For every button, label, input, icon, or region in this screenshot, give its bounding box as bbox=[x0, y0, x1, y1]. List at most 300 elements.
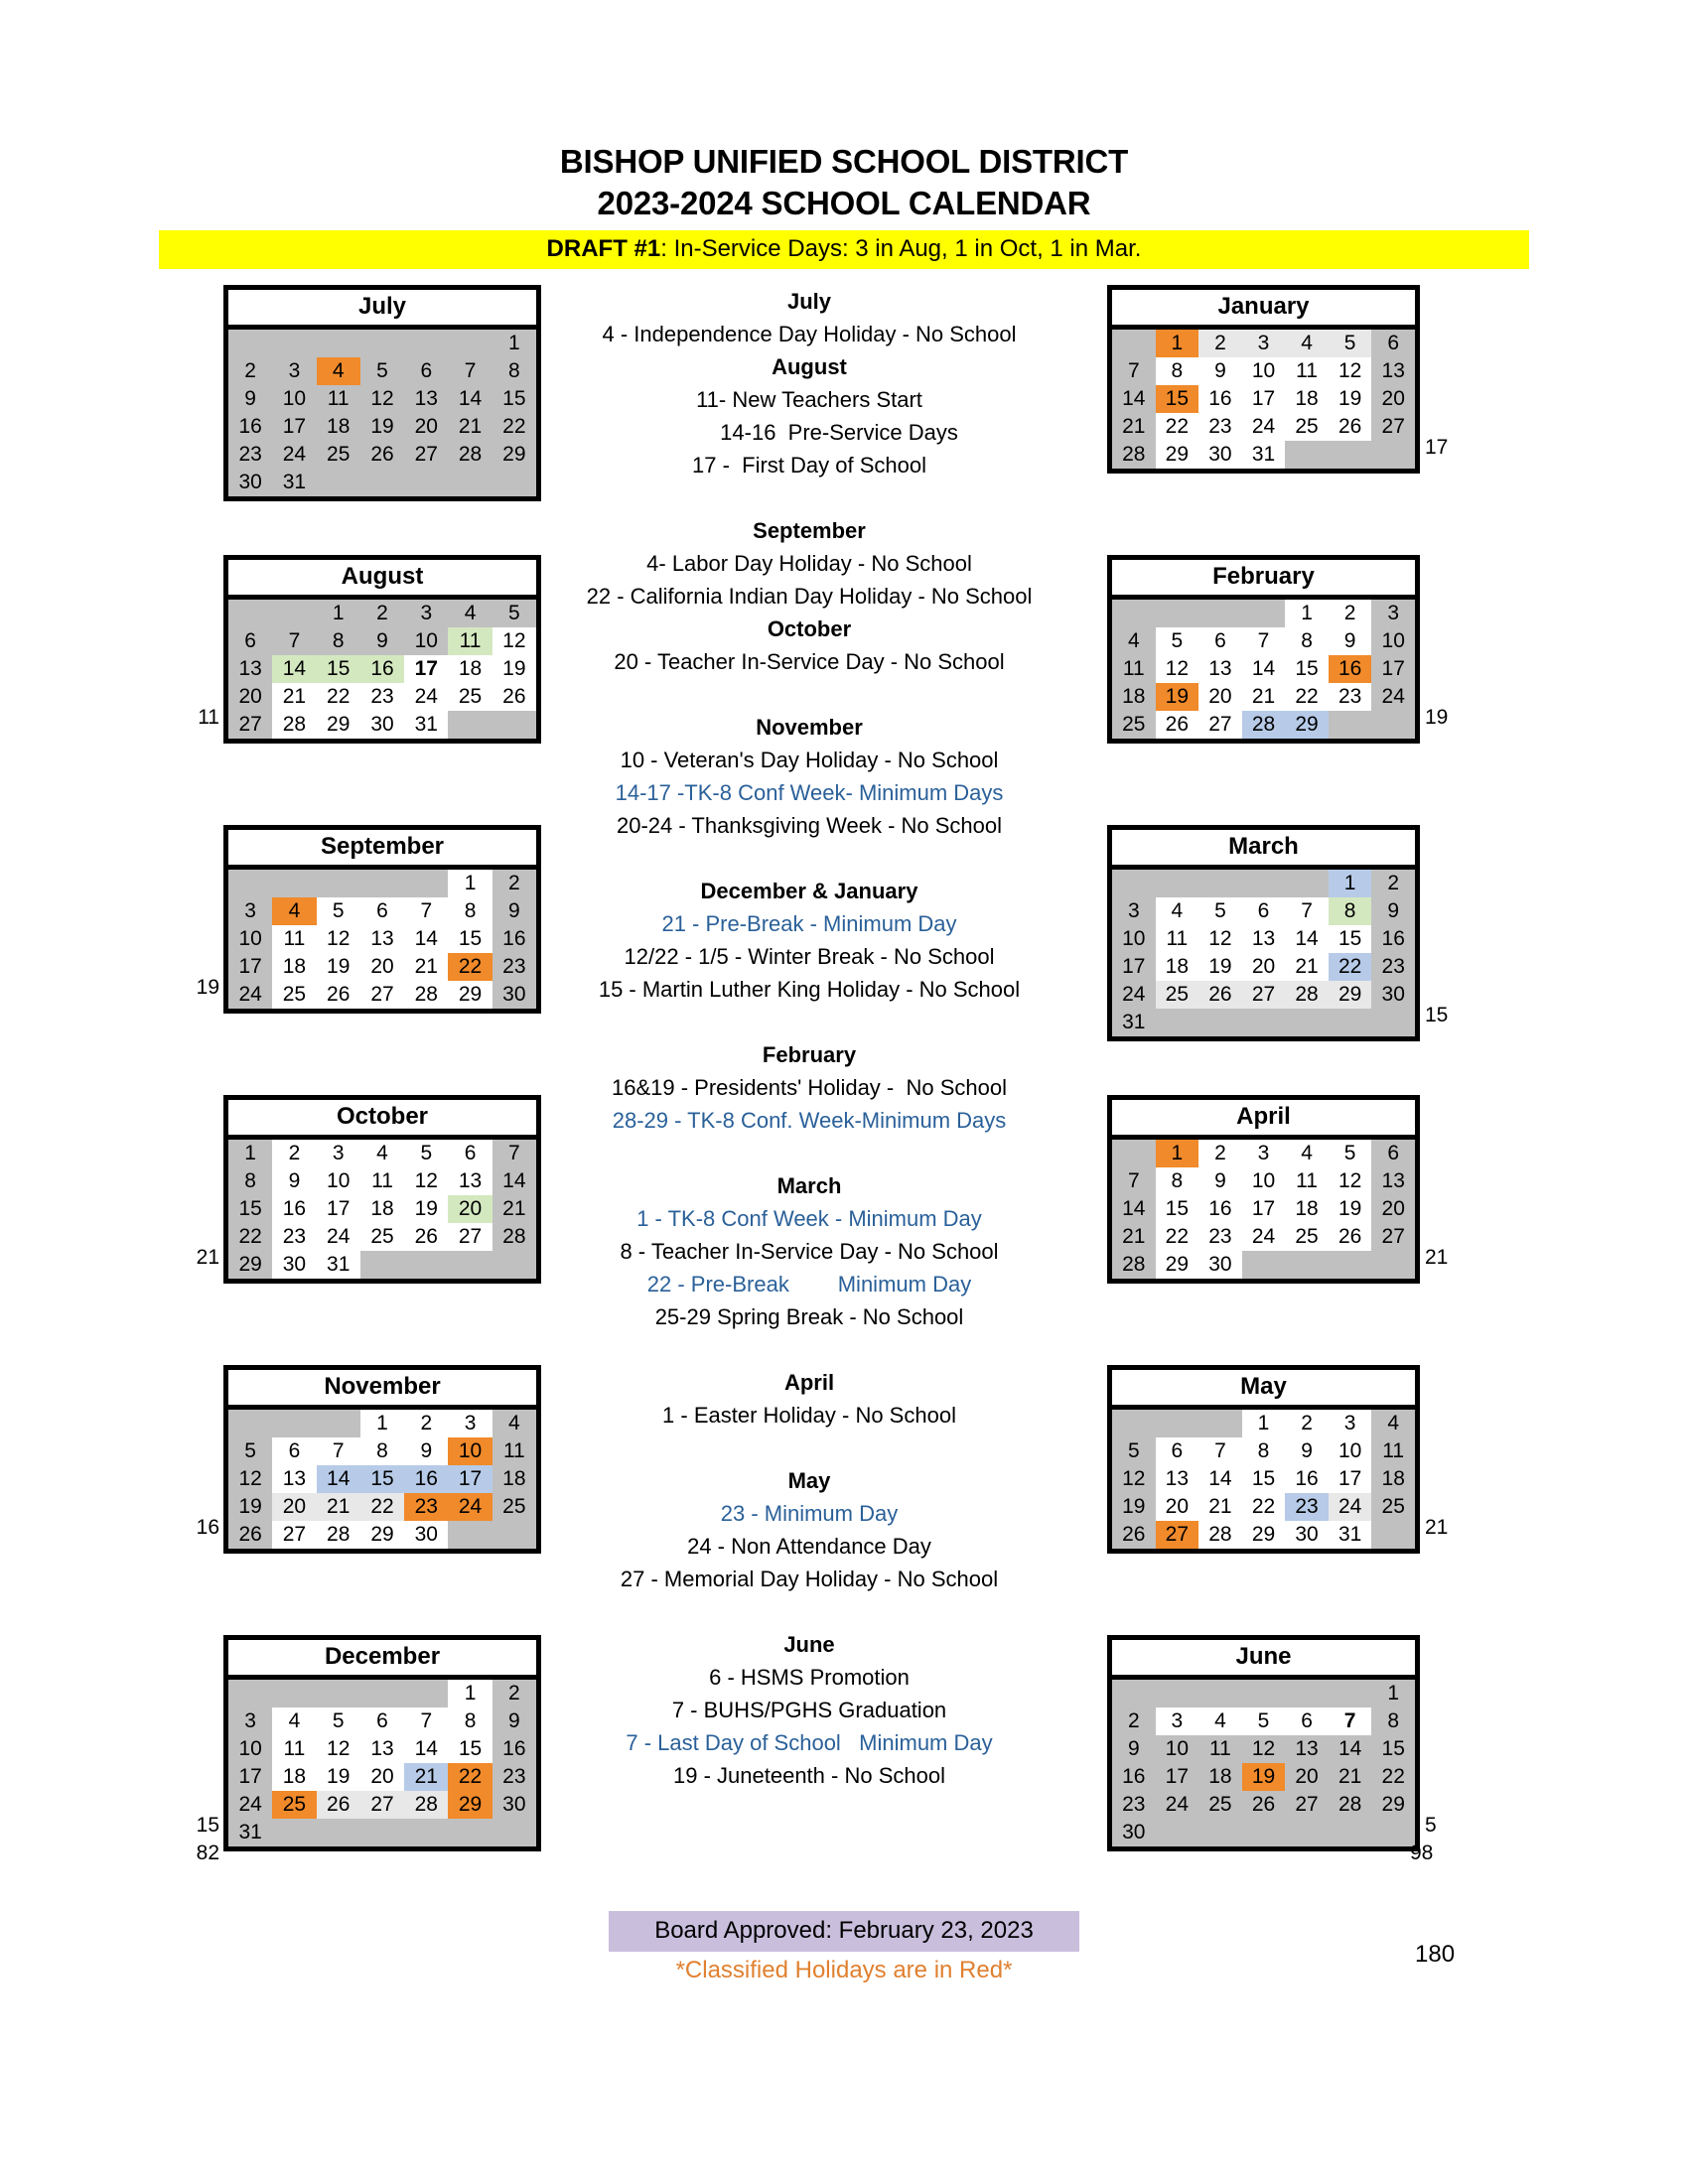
note-group-november bbox=[541, 711, 1077, 842]
note-group-december-january bbox=[541, 875, 1077, 1006]
note-line: 20 - Teacher In-Service Day - No School bbox=[614, 649, 1005, 674]
day-cell-empty bbox=[360, 1819, 404, 1846]
day-cell: 18 bbox=[1371, 1465, 1415, 1493]
day-cell-empty bbox=[1156, 1819, 1199, 1846]
day-cell: 31 bbox=[317, 1251, 360, 1279]
day-cell: 26 bbox=[317, 1791, 360, 1819]
month-box bbox=[223, 825, 541, 1014]
day-cell: 12 bbox=[360, 385, 404, 413]
day-cell: 12 bbox=[1198, 925, 1242, 953]
day-cell: 16 bbox=[228, 413, 272, 441]
note-line: 12/22 - 1/5 - Winter Break - No School bbox=[624, 944, 995, 969]
note-group-may bbox=[541, 1464, 1077, 1595]
day-cell: 13 bbox=[1198, 655, 1242, 683]
month-day-count: 11 bbox=[198, 706, 219, 729]
month-box bbox=[1107, 1635, 1420, 1851]
day-cell: 12 bbox=[317, 1735, 360, 1763]
month-day-grid bbox=[228, 1140, 536, 1279]
day-cell-empty bbox=[1371, 1521, 1415, 1549]
day-cell-empty bbox=[1112, 1680, 1156, 1707]
note-month-heading: April bbox=[783, 1370, 835, 1395]
day-cell: 1 bbox=[1156, 1140, 1199, 1167]
note-spacer bbox=[541, 1137, 1077, 1169]
day-cell: 7 bbox=[404, 897, 448, 925]
note-line: 16&19 - Presidents' Holiday - No School bbox=[612, 1075, 1007, 1100]
day-cell: 30 bbox=[492, 1791, 536, 1819]
day-cell: 2 bbox=[1285, 1410, 1329, 1437]
day-cell: 22 bbox=[1285, 683, 1329, 711]
day-cell-empty bbox=[317, 1819, 360, 1846]
day-cell: 8 bbox=[1242, 1437, 1286, 1465]
day-cell: 8 bbox=[1156, 1167, 1199, 1195]
day-cell: 23 bbox=[1285, 1493, 1329, 1521]
day-cell-empty bbox=[1285, 1009, 1329, 1036]
day-cell-empty bbox=[1112, 330, 1156, 357]
day-cell: 25 bbox=[360, 1223, 404, 1251]
day-cell: 16 bbox=[360, 655, 404, 683]
month-box bbox=[1107, 1365, 1420, 1554]
day-cell-empty bbox=[448, 711, 492, 739]
day-cell-empty bbox=[272, 1819, 316, 1846]
day-cell: 28 bbox=[317, 1521, 360, 1549]
day-cell: 11 bbox=[492, 1437, 536, 1465]
day-cell-empty bbox=[228, 1410, 272, 1437]
day-cell: 26 bbox=[1112, 1521, 1156, 1549]
note-line: 14-16 Pre-Service Days bbox=[720, 420, 958, 445]
note-line: 22 - Pre-Break Minimum Day bbox=[646, 1272, 972, 1297]
day-cell-empty bbox=[360, 330, 404, 357]
day-cell: 25 bbox=[1112, 711, 1156, 739]
note-line: 27 - Memorial Day Holiday - No School bbox=[620, 1567, 999, 1591]
page-header bbox=[0, 0, 1688, 269]
note-month-heading: June bbox=[783, 1632, 835, 1657]
day-cell-empty bbox=[448, 1521, 492, 1549]
day-cell-empty bbox=[317, 1680, 360, 1707]
day-cell: 18 bbox=[272, 1763, 316, 1791]
day-cell: 3 bbox=[228, 897, 272, 925]
note-month-heading: November bbox=[756, 715, 863, 740]
day-cell: 24 bbox=[1371, 683, 1415, 711]
day-cell-empty bbox=[1242, 1251, 1286, 1279]
day-cell: 25 bbox=[1156, 981, 1199, 1009]
day-cell: 17 bbox=[1112, 953, 1156, 981]
day-cell: 1 bbox=[1156, 330, 1199, 357]
day-cell: 6 bbox=[448, 1140, 492, 1167]
day-cell-empty bbox=[228, 1680, 272, 1707]
day-cell: 24 bbox=[228, 1791, 272, 1819]
day-cell: 9 bbox=[272, 1167, 316, 1195]
note-line: 14-17 -TK-8 Conf Week- Minimum Days bbox=[615, 780, 1004, 805]
day-cell: 18 bbox=[272, 953, 316, 981]
day-cell: 1 bbox=[317, 600, 360, 627]
note-line: 22 - California Indian Day Holiday - No School bbox=[586, 584, 1033, 609]
day-cell: 16 bbox=[1329, 655, 1372, 683]
day-cell: 3 bbox=[448, 1410, 492, 1437]
day-cell: 19 bbox=[1242, 1763, 1286, 1791]
day-cell: 9 bbox=[360, 627, 404, 655]
day-cell: 10 bbox=[1112, 925, 1156, 953]
month-day-count: 19 bbox=[1425, 706, 1449, 729]
day-cell: 27 bbox=[360, 1791, 404, 1819]
day-cell: 14 bbox=[492, 1167, 536, 1195]
month-name-label: July bbox=[228, 290, 536, 330]
day-cell-empty bbox=[1371, 1251, 1415, 1279]
day-cell: 11 bbox=[272, 1735, 316, 1763]
day-cell: 15 bbox=[360, 1465, 404, 1493]
day-cell: 23 bbox=[492, 953, 536, 981]
day-cell: 18 bbox=[1285, 385, 1329, 413]
day-cell-empty bbox=[1329, 1251, 1372, 1279]
day-cell: 20 bbox=[360, 953, 404, 981]
day-cell: 15 bbox=[448, 925, 492, 953]
day-cell: 25 bbox=[448, 683, 492, 711]
day-cell: 2 bbox=[1112, 1707, 1156, 1735]
note-spacer bbox=[541, 1006, 1077, 1038]
day-cell: 9 bbox=[1112, 1735, 1156, 1763]
day-cell: 6 bbox=[1285, 1707, 1329, 1735]
day-cell: 22 bbox=[448, 1763, 492, 1791]
day-cell: 19 bbox=[1198, 953, 1242, 981]
day-cell: 26 bbox=[492, 683, 536, 711]
day-cell: 30 bbox=[272, 1251, 316, 1279]
note-spacer bbox=[541, 1333, 1077, 1366]
note-line: 24 - Non Attendance Day bbox=[687, 1534, 931, 1559]
day-cell: 9 bbox=[1198, 1167, 1242, 1195]
semester-total-count: 82 bbox=[196, 1842, 219, 1864]
day-cell: 25 bbox=[272, 981, 316, 1009]
day-cell: 14 bbox=[1285, 925, 1329, 953]
day-cell: 8 bbox=[492, 357, 536, 385]
day-cell: 11 bbox=[317, 385, 360, 413]
month-name-label: September bbox=[228, 830, 536, 870]
day-cell: 29 bbox=[1285, 711, 1329, 739]
day-cell-empty bbox=[272, 600, 316, 627]
day-cell: 13 bbox=[228, 655, 272, 683]
day-cell-empty bbox=[1285, 1819, 1329, 1846]
day-cell: 22 bbox=[448, 953, 492, 981]
month-day-grid bbox=[228, 600, 536, 739]
day-cell: 16 bbox=[1285, 1465, 1329, 1493]
day-cell: 31 bbox=[404, 711, 448, 739]
day-cell: 28 bbox=[1242, 711, 1286, 739]
day-cell-empty bbox=[360, 1251, 404, 1279]
day-cell: 14 bbox=[1198, 1465, 1242, 1493]
day-cell: 30 bbox=[360, 711, 404, 739]
note-line: 7 - BUHS/PGHS Graduation bbox=[671, 1698, 947, 1722]
day-cell: 21 bbox=[1112, 1223, 1156, 1251]
day-cell: 20 bbox=[404, 413, 448, 441]
month-day-grid bbox=[1112, 1680, 1415, 1846]
day-cell: 31 bbox=[228, 1819, 272, 1846]
day-cell-empty bbox=[317, 870, 360, 897]
day-cell: 6 bbox=[404, 357, 448, 385]
day-cell-empty bbox=[492, 1521, 536, 1549]
day-cell: 5 bbox=[1242, 1707, 1286, 1735]
day-cell: 15 bbox=[317, 655, 360, 683]
day-cell: 26 bbox=[1329, 413, 1372, 441]
note-line: 4- Labor Day Holiday - No School bbox=[646, 551, 972, 576]
day-cell-empty bbox=[1156, 870, 1199, 897]
day-cell: 21 bbox=[1112, 413, 1156, 441]
day-cell: 6 bbox=[1198, 627, 1242, 655]
day-cell: 31 bbox=[1112, 1009, 1156, 1036]
month-name-label: November bbox=[228, 1370, 536, 1410]
day-cell-empty bbox=[1112, 1140, 1156, 1167]
day-cell: 25 bbox=[272, 1791, 316, 1819]
board-approved-badge: Board Approved: February 23, 2023 bbox=[609, 1911, 1079, 1952]
day-cell: 2 bbox=[1329, 600, 1372, 627]
day-cell: 29 bbox=[1156, 441, 1199, 469]
day-cell-empty bbox=[448, 330, 492, 357]
note-month-heading: March bbox=[776, 1173, 842, 1198]
day-cell: 30 bbox=[228, 469, 272, 496]
note-line: 20-24 - Thanksgiving Week - No School bbox=[616, 813, 1003, 838]
day-cell-empty bbox=[404, 1680, 448, 1707]
day-cell: 23 bbox=[1371, 953, 1415, 981]
day-cell: 12 bbox=[228, 1465, 272, 1493]
day-cell: 3 bbox=[1242, 1140, 1286, 1167]
day-cell: 6 bbox=[1371, 1140, 1415, 1167]
draft-label: DRAFT #1 bbox=[546, 235, 661, 262]
day-cell: 8 bbox=[1285, 627, 1329, 655]
month-day-count: 15 bbox=[196, 1814, 219, 1837]
day-cell: 15 bbox=[1329, 925, 1372, 953]
day-cell: 7 bbox=[1242, 627, 1286, 655]
day-cell: 26 bbox=[1198, 981, 1242, 1009]
month-day-grid bbox=[228, 1410, 536, 1549]
day-cell: 15 bbox=[1285, 655, 1329, 683]
day-cell: 26 bbox=[360, 441, 404, 469]
day-cell: 6 bbox=[228, 627, 272, 655]
day-cell-empty bbox=[1371, 711, 1415, 739]
day-cell: 12 bbox=[1329, 1167, 1372, 1195]
day-cell: 30 bbox=[404, 1521, 448, 1549]
day-cell: 10 bbox=[448, 1437, 492, 1465]
day-cell-empty bbox=[1285, 441, 1329, 469]
note-group-august bbox=[541, 350, 1077, 481]
month-box bbox=[1107, 285, 1420, 474]
day-cell: 21 bbox=[1285, 953, 1329, 981]
note-line: 4 - Independence Day Holiday - No School bbox=[602, 322, 1017, 346]
day-cell: 13 bbox=[1371, 357, 1415, 385]
day-cell: 6 bbox=[272, 1437, 316, 1465]
day-cell: 3 bbox=[404, 600, 448, 627]
day-cell: 5 bbox=[317, 1707, 360, 1735]
day-cell: 28 bbox=[448, 441, 492, 469]
day-cell: 12 bbox=[492, 627, 536, 655]
day-cell: 22 bbox=[1156, 1223, 1199, 1251]
day-cell-empty bbox=[1112, 600, 1156, 627]
month-day-count: 19 bbox=[196, 976, 219, 999]
day-cell: 3 bbox=[1371, 600, 1415, 627]
day-cell: 14 bbox=[404, 1735, 448, 1763]
note-spacer bbox=[541, 1595, 1077, 1628]
month-day-count: 17 bbox=[1425, 436, 1449, 459]
day-cell-empty bbox=[1198, 870, 1242, 897]
day-cell: 9 bbox=[404, 1437, 448, 1465]
day-cell: 18 bbox=[448, 655, 492, 683]
day-cell: 15 bbox=[228, 1195, 272, 1223]
day-cell: 21 bbox=[1198, 1493, 1242, 1521]
day-cell: 18 bbox=[317, 413, 360, 441]
day-cell-empty bbox=[1242, 600, 1286, 627]
day-cell: 3 bbox=[228, 1707, 272, 1735]
day-cell: 17 bbox=[404, 655, 448, 683]
day-cell: 22 bbox=[317, 683, 360, 711]
day-cell: 7 bbox=[1198, 1437, 1242, 1465]
day-cell: 17 bbox=[1156, 1763, 1199, 1791]
day-cell-empty bbox=[1156, 600, 1199, 627]
day-cell: 21 bbox=[404, 1763, 448, 1791]
month-box bbox=[223, 555, 541, 744]
day-cell: 4 bbox=[1285, 1140, 1329, 1167]
day-cell: 1 bbox=[1371, 1680, 1415, 1707]
day-cell: 16 bbox=[492, 925, 536, 953]
month-day-count: 5 bbox=[1425, 1814, 1437, 1837]
day-cell: 19 bbox=[1112, 1493, 1156, 1521]
day-cell: 16 bbox=[492, 1735, 536, 1763]
day-cell: 8 bbox=[1156, 357, 1199, 385]
day-cell: 19 bbox=[492, 655, 536, 683]
day-cell: 24 bbox=[1329, 1493, 1372, 1521]
day-cell-empty bbox=[1329, 1680, 1372, 1707]
note-group-october bbox=[541, 613, 1077, 678]
day-cell: 1 bbox=[492, 330, 536, 357]
day-cell: 11 bbox=[1198, 1735, 1242, 1763]
day-cell: 5 bbox=[317, 897, 360, 925]
day-cell: 5 bbox=[228, 1437, 272, 1465]
day-cell: 25 bbox=[492, 1493, 536, 1521]
day-cell-empty bbox=[404, 1819, 448, 1846]
note-line: 11- New Teachers Start bbox=[696, 387, 922, 412]
notes-column bbox=[541, 285, 1077, 1792]
day-cell: 19 bbox=[1329, 1195, 1372, 1223]
day-cell-empty bbox=[448, 1819, 492, 1846]
day-cell: 8 bbox=[360, 1437, 404, 1465]
draft-banner bbox=[159, 230, 1529, 269]
day-cell: 1 bbox=[360, 1410, 404, 1437]
day-cell: 19 bbox=[360, 413, 404, 441]
day-cell: 10 bbox=[1242, 357, 1286, 385]
day-cell-empty bbox=[1198, 1009, 1242, 1036]
day-cell: 28 bbox=[1285, 981, 1329, 1009]
day-cell: 13 bbox=[404, 385, 448, 413]
day-cell: 21 bbox=[1242, 683, 1286, 711]
month-block-may bbox=[1072, 1365, 1499, 1635]
day-cell: 21 bbox=[317, 1493, 360, 1521]
day-cell: 26 bbox=[404, 1223, 448, 1251]
day-cell: 18 bbox=[1285, 1195, 1329, 1223]
day-cell: 27 bbox=[272, 1521, 316, 1549]
day-cell: 31 bbox=[1329, 1521, 1372, 1549]
day-cell: 2 bbox=[404, 1410, 448, 1437]
day-cell: 29 bbox=[448, 981, 492, 1009]
month-name-label: October bbox=[228, 1100, 536, 1140]
day-cell: 17 bbox=[1371, 655, 1415, 683]
day-cell: 2 bbox=[492, 870, 536, 897]
day-cell-empty bbox=[1112, 1410, 1156, 1437]
month-block-june bbox=[1072, 1635, 1499, 1905]
day-cell: 25 bbox=[1285, 1223, 1329, 1251]
day-cell: 27 bbox=[1371, 413, 1415, 441]
note-line: 23 - Minimum Day bbox=[720, 1501, 899, 1526]
day-cell-empty bbox=[228, 870, 272, 897]
classified-holidays-note: *Classified Holidays are in Red* bbox=[675, 1957, 1013, 1983]
day-cell: 12 bbox=[1112, 1465, 1156, 1493]
day-cell: 30 bbox=[1112, 1819, 1156, 1846]
day-cell: 4 bbox=[317, 357, 360, 385]
month-day-grid bbox=[228, 1680, 536, 1846]
day-cell-empty bbox=[404, 469, 448, 496]
day-cell: 13 bbox=[1242, 925, 1286, 953]
day-cell: 17 bbox=[272, 413, 316, 441]
day-cell: 21 bbox=[448, 413, 492, 441]
day-cell: 18 bbox=[1156, 953, 1199, 981]
day-cell: 9 bbox=[492, 1707, 536, 1735]
note-line: 21 - Pre-Break - Minimum Day bbox=[661, 911, 957, 936]
month-name-label: August bbox=[228, 560, 536, 600]
day-cell-empty bbox=[1285, 1680, 1329, 1707]
day-cell: 11 bbox=[360, 1167, 404, 1195]
day-cell: 16 bbox=[404, 1465, 448, 1493]
month-day-count: 16 bbox=[196, 1516, 219, 1539]
day-cell: 29 bbox=[492, 441, 536, 469]
day-cell: 6 bbox=[1242, 897, 1286, 925]
day-cell: 15 bbox=[1371, 1735, 1415, 1763]
day-cell: 2 bbox=[228, 357, 272, 385]
day-cell-empty bbox=[1198, 1680, 1242, 1707]
day-cell: 14 bbox=[1112, 1195, 1156, 1223]
day-cell: 27 bbox=[1285, 1791, 1329, 1819]
day-cell-empty bbox=[1198, 600, 1242, 627]
day-cell: 18 bbox=[360, 1195, 404, 1223]
day-cell: 22 bbox=[360, 1493, 404, 1521]
day-cell: 21 bbox=[272, 683, 316, 711]
note-spacer bbox=[541, 678, 1077, 711]
day-cell: 19 bbox=[1329, 385, 1372, 413]
note-group-march bbox=[541, 1169, 1077, 1333]
day-cell: 30 bbox=[1285, 1521, 1329, 1549]
day-cell-empty bbox=[448, 469, 492, 496]
day-cell: 20 bbox=[1156, 1493, 1199, 1521]
day-cell: 7 bbox=[1112, 357, 1156, 385]
day-cell: 20 bbox=[1198, 683, 1242, 711]
day-cell: 8 bbox=[1329, 897, 1372, 925]
day-cell: 13 bbox=[360, 1735, 404, 1763]
month-name-label: June bbox=[1112, 1640, 1415, 1680]
day-cell: 2 bbox=[1371, 870, 1415, 897]
day-cell-empty bbox=[1242, 1680, 1286, 1707]
day-cell: 7 bbox=[317, 1437, 360, 1465]
day-cell-empty bbox=[1329, 1819, 1372, 1846]
day-cell: 2 bbox=[360, 600, 404, 627]
day-cell-empty bbox=[360, 469, 404, 496]
day-cell: 4 bbox=[1112, 627, 1156, 655]
day-cell: 2 bbox=[1198, 330, 1242, 357]
note-spacer bbox=[541, 842, 1077, 875]
day-cell: 2 bbox=[1198, 1140, 1242, 1167]
month-block-april bbox=[1072, 1095, 1499, 1365]
note-line: 28-29 - TK-8 Conf. Week-Minimum Days bbox=[612, 1108, 1007, 1133]
day-cell: 27 bbox=[448, 1223, 492, 1251]
day-cell: 2 bbox=[492, 1680, 536, 1707]
day-cell: 9 bbox=[1285, 1437, 1329, 1465]
day-cell: 29 bbox=[1329, 981, 1372, 1009]
day-cell-empty bbox=[1371, 441, 1415, 469]
day-cell: 20 bbox=[272, 1493, 316, 1521]
day-cell: 20 bbox=[448, 1195, 492, 1223]
right-month-column bbox=[1072, 285, 1499, 1905]
